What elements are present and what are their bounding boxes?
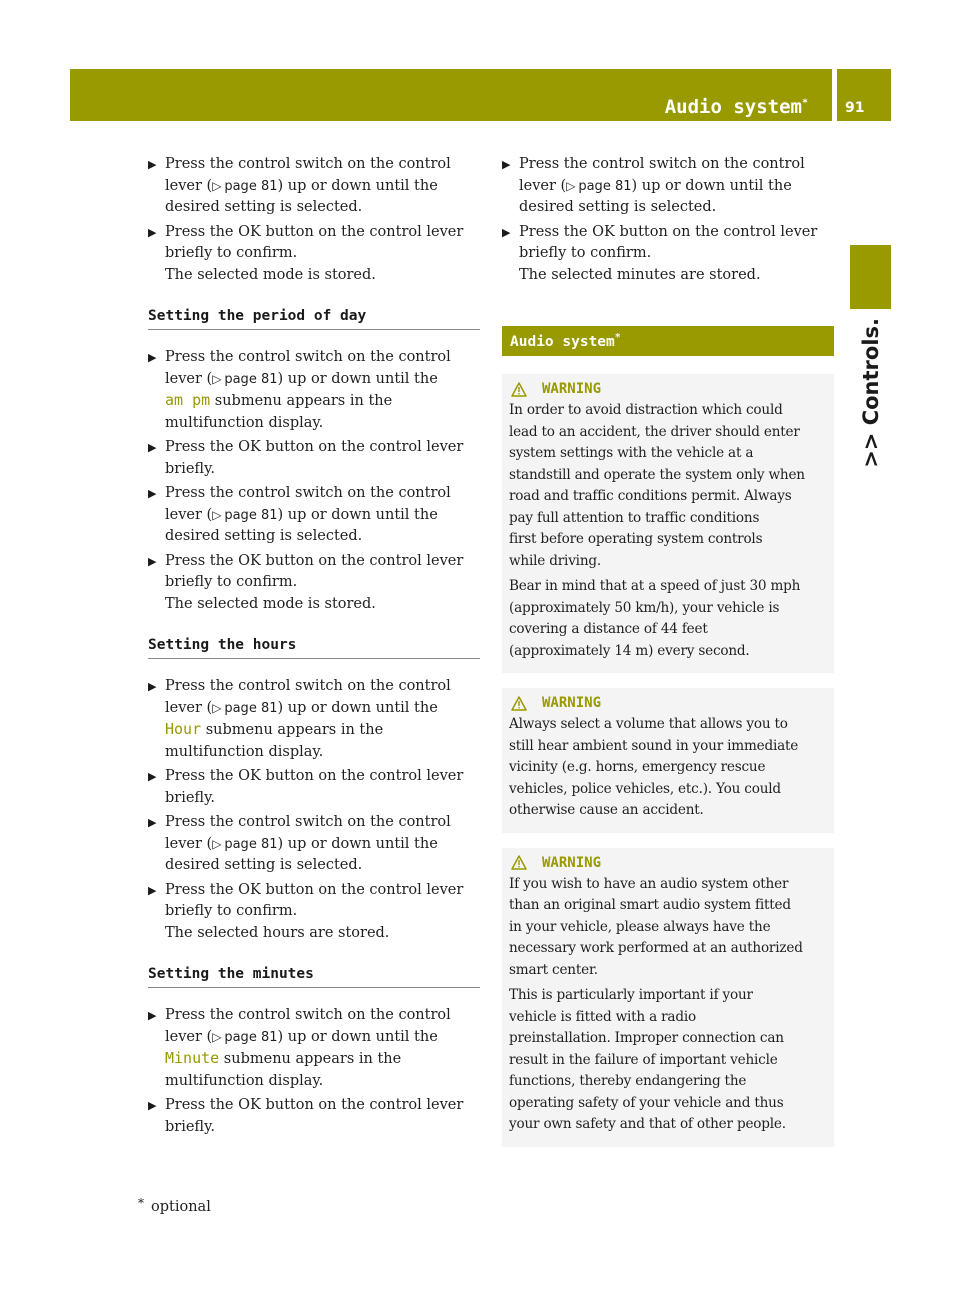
list-item: ▶ Press the OK button on the control lever briefly to confirm. The selected mode is stored. [148,222,480,287]
display-text: Minute [165,1049,220,1067]
list-item: ▶ Press the OK button on the control lever briefly. [148,1097,464,1135]
triangle-right-outline-icon: ▷ [212,371,222,386]
triangle-right-outline-icon: ▷ [212,700,222,715]
triangle-right-icon: ▶ [148,158,157,171]
section-heading: Setting the minutes [148,966,480,988]
list-item: ▶ Press the control switch on the control lever (▷ page 81) up or down until the desired setting is selected. [148,156,451,215]
triangle-right-icon: ▶ [502,225,511,239]
triangle-right-icon: ▶ [502,158,511,171]
warning-label: WARNING [542,854,602,871]
page-reference-link[interactable]: page 81 [224,371,278,387]
triangle-right-outline-icon: ▷ [566,178,576,193]
list-item: ▶ Press the control switch on the control lever (▷ page 81) up or down until the desired setting is selected. [148,485,451,544]
triangle-right-icon: ▶ [148,1009,157,1022]
section-heading: Setting the period of day [148,308,480,330]
triangle-right-icon: ▶ [148,351,157,364]
triangle-right-outline-icon: ▷ [212,507,222,522]
triangle-right-icon: ▶ [148,1099,157,1112]
list-item: ▶ Press the control switch on the control lever (▷ page 81) up or down until the desired setting is selected. [502,156,805,215]
triangle-right-icon: ▶ [148,816,157,829]
triangle-right-outline-icon: ▷ [212,1029,222,1044]
step-result: The selected mode is stored. [165,595,376,612]
warning-label: WARNING [542,695,602,711]
side-tab [851,318,891,618]
side-tab-marker [850,245,891,309]
warning-header [509,695,827,711]
triangle-right-icon: ▶ [148,225,157,239]
triangle-right-icon: ▶ [148,883,157,897]
list-item: ▶ Press the control switch on the control lever (▷ page 81) up or down until the Minute submenu appears in the multifunction display. [148,1007,451,1089]
warning-box [502,848,834,1147]
list-item: ▶ Press the OK button on the control lever briefly to confirm. The selected hours are stored. [148,880,480,945]
list-item: ▶ Press the control switch on the control lever (▷ page 81) up or down until the desired setting is selected. [148,814,451,873]
list-item: ▶ Press the control switch on the control lever (▷ page 81) up or down until the am pm submenu appears in the multifunction display. [148,349,451,431]
footnote-marker: * [138,1196,144,1210]
list-item: ▶ Press the OK button on the control lever briefly to confirm. The selected mode is stored. [148,551,480,616]
triangle-right-outline-icon: ▷ [212,178,222,193]
warning-paragraph: In order to avoid distraction which could lead to an accident, the driver should enter system settings with the vehicle at a standstill and operate the system only when road and traffic conditions permit. Always pay full attention to traffic conditions first before operating system controls while driving. [509,402,805,569]
left-column [148,154,480,1141]
triangle-right-icon: ▶ [148,441,157,454]
triangle-right-icon: ▶ [148,487,157,500]
page-reference-link[interactable]: page 81 [224,507,278,523]
footnote-text: optional [151,1199,211,1215]
list-item: ▶ Press the OK button on the control lever briefly to confirm. The selected minutes are stored. [502,222,834,287]
warning-header [509,855,827,871]
section-heading-bar: Audio system* [502,326,834,356]
warning-paragraph: Always select a volume that allows you to still hear ambient sound in your immediate vicinity (e.g. horns, emergency rescue vehicles, police vehicles, etc.). You could otherwise cause an accident. [509,716,799,818]
display-text: Hour [165,720,202,738]
triangle-right-outline-icon: ▷ [212,836,222,851]
warning-label: WARNING [542,381,602,397]
footnote [138,1196,211,1215]
warning-paragraph: Bear in mind that at a speed of just 30 mph (approximately 50 km/h), your vehicle is covering a distance of 44 feet (approximately 14 m) every second. [509,578,801,659]
page-reference-link[interactable]: page 81 [224,178,278,194]
warning-box [502,688,834,833]
triangle-right-icon: ▶ [148,680,157,693]
triangle-right-icon: ▶ [148,554,157,568]
list-item: ▶ Press the OK button on the control lever briefly. [148,768,464,806]
page-number: 91 [845,100,865,116]
warning-triangle-icon [511,855,527,870]
step-result: The selected hours are stored. [165,924,390,941]
page-reference-link[interactable]: page 81 [224,1029,278,1045]
warning-triangle-icon [511,382,527,397]
warning-paragraph: If you wish to have an audio system other than an original smart audio system fitted in your vehicle, please always have the necessary work performed at an authorized smart center. [509,875,803,978]
page-title: Audio system* [664,96,808,118]
triangle-right-icon: ▶ [148,770,157,783]
warning-box [502,374,834,673]
step-result: The selected mode is stored. [165,266,376,283]
warnings-list [502,374,834,1147]
warning-header [509,381,827,397]
page-header-bar [70,69,832,121]
page-number-box [837,69,891,121]
section-heading: Setting the hours [148,637,480,659]
page-reference-link[interactable]: page 81 [224,836,278,852]
page-reference-link[interactable]: page 81 [578,178,632,194]
list-item: ▶ Press the OK button on the control lever briefly. [148,439,464,477]
side-tab-label: >> Controls. [859,318,883,468]
warning-triangle-icon [511,696,527,711]
warning-paragraph: This is particularly important if your vehicle is fitted with a radio preinstallation. Improper connection can result in the failure of important vehicle functions, thereby endangering the operating safety of your vehicle and thus your own safety and that of other people. [509,987,786,1132]
list-item: ▶ Press the control switch on the control lever (▷ page 81) up or down until the Hour submenu appears in the multifunction display. [148,678,451,760]
display-text: am pm [165,391,211,409]
page-reference-link[interactable]: page 81 [224,700,278,716]
right-column [502,154,834,1162]
step-result: The selected minutes are stored. [519,266,761,283]
